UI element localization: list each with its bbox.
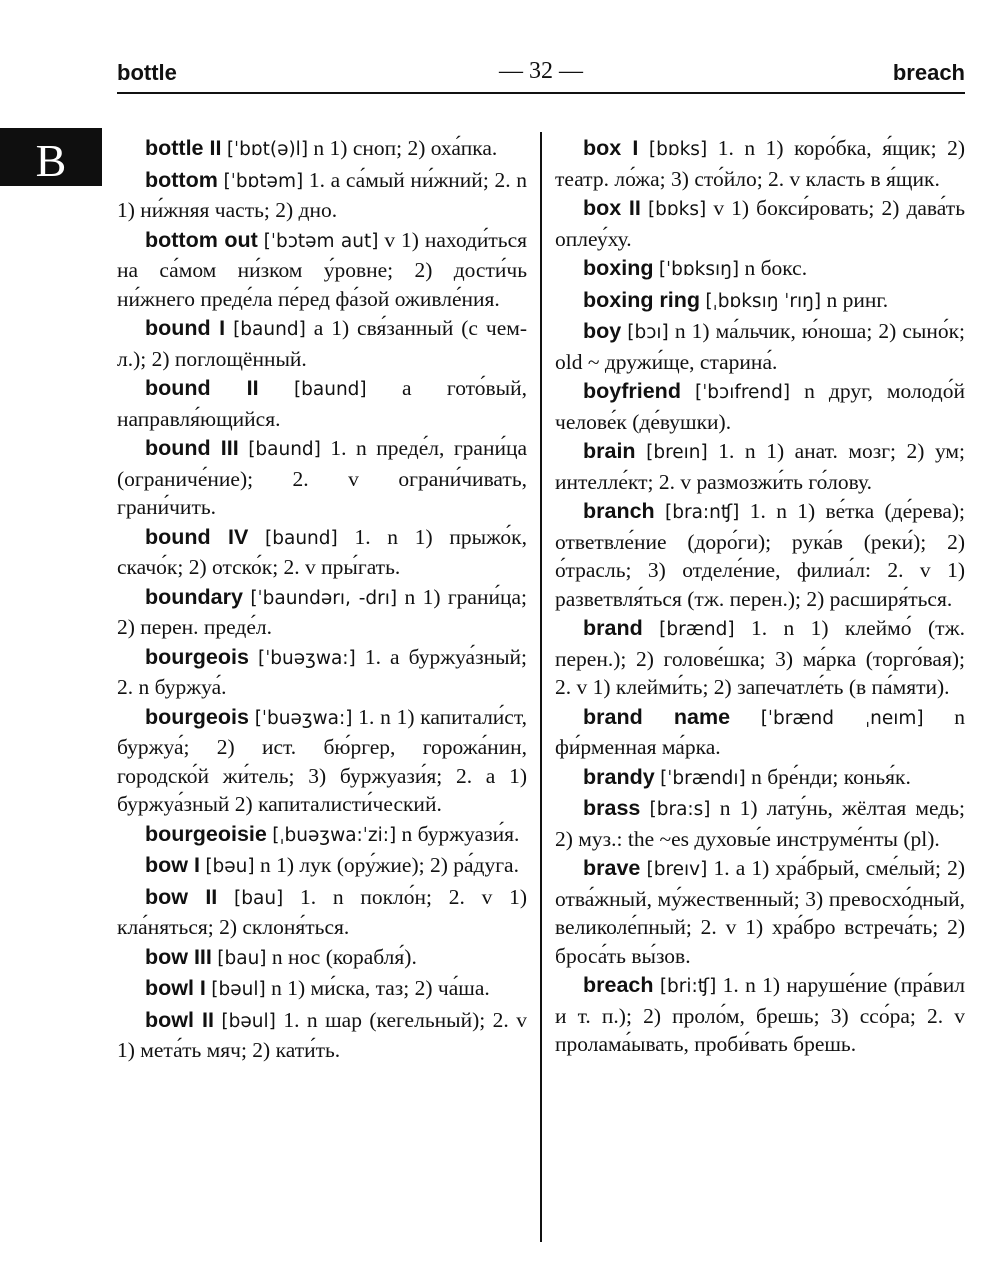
entry-transcription: [bra:s] (649, 799, 711, 820)
entry-headword: bow III (145, 944, 212, 969)
entry-transcription: [bɒks] (648, 139, 708, 160)
entry-transcription: [baund] (293, 379, 367, 400)
dictionary-entry (555, 134, 965, 193)
entry-transcription: [baund] (265, 527, 338, 549)
entry-transcription: [ˈbuəʒwa:] (254, 707, 353, 729)
entry-definition: 1. n 1) прыжо́к, скачо́к; 2) отско́к; 2. v пры́гать. (117, 524, 527, 579)
entry-definition: n ринг. (826, 287, 889, 312)
entry-headword: brain (583, 439, 636, 463)
dictionary-entry (117, 583, 527, 642)
entry-headword: bowl II (145, 1007, 214, 1032)
entry-transcription: [bɔı] (627, 322, 669, 343)
entry-headword: bourgeoisie (145, 821, 267, 846)
entry-transcription: [bəu] (205, 856, 255, 877)
entry-transcription: [ˈbɒt(ə)l] (226, 139, 309, 160)
entry-definition: 1. n 1) клеймо́ (тж. перен.); 2) голове́шка; 3) ма́рка (торго́вая); 2. v 1) клейми́ть; 2) запечатле́ть (в па́мяти). (555, 616, 965, 699)
dictionary-entry (117, 820, 527, 851)
entry-transcription: [breın] (646, 442, 708, 463)
entry-definition: n друг, молодо́й челове́к (де́вушки). (555, 379, 966, 434)
entry-transcription: [ˈbɒksıŋ] (658, 259, 740, 280)
dictionary-entry (555, 194, 965, 253)
dictionary-entry (117, 374, 527, 433)
dictionary-entry (117, 226, 527, 314)
entry-definition: v 1) находи́ться на са́мом ни́зком у́ровне; 2) дости́чь ни́жнего преде́ла пе́ред фа́зой оживле́ния. (117, 227, 528, 311)
entry-headword: brand (583, 616, 643, 640)
entry-transcription: [ˈbɒtəm] (223, 170, 304, 192)
entry-transcription: [ˈbaundərı, -drı] (250, 587, 398, 609)
entry-definition: n 1) лук (ору́жие); 2) ра́дуга. (259, 853, 519, 877)
entry-transcription: [breıv] (646, 859, 708, 880)
column-divider (540, 132, 542, 1242)
entry-transcription: [bau] (217, 947, 267, 969)
entry-definition: 1. n шар (кегельный); 2. v 1) мета́ть мяч; 2) кати́ть. (117, 1007, 527, 1062)
dictionary-entry (555, 763, 965, 794)
entry-definition: 1. a буржуа́зный; 2. n буржуа́. (117, 644, 528, 699)
entry-transcription: [ˌbuəʒwa:ˈzi:] (272, 824, 397, 846)
entry-definition: 1. n 1) капитали́ст, буржуа́; 2) ист. бю́ргер, горожа́нин, городско́й жи́тель; 3) буржуази́я; 2. a 1) буржуа́зный 2) капиталисти́ческий. (117, 704, 528, 816)
dictionary-entry (117, 974, 527, 1005)
entry-headword: box II (583, 196, 641, 220)
entry-definition: n фи́рменная ма́рка. (555, 704, 965, 759)
left-column (117, 134, 527, 1066)
header-rule (117, 92, 965, 94)
entry-definition: a гото́вый, направля́ющийся. (117, 376, 528, 431)
dictionary-entry (117, 523, 527, 582)
entry-definition: 1. n преде́л, грани́ца (ограниче́ние); 2. v ограни́чивать, грани́чить. (117, 436, 528, 519)
entry-headword: bottle II (145, 136, 222, 160)
entry-headword: bound III (145, 436, 239, 460)
entry-definition: n 1) ма́льчик, ю́ноша; 2) сыно́к; old ~ дружи́ще, старина́. (555, 319, 965, 374)
entry-headword: bow II (145, 884, 218, 909)
entry-transcription: [bra:nʧ] (665, 502, 740, 523)
entry-headword: box I (583, 136, 639, 160)
entry-headword: branch (583, 499, 655, 523)
entry-transcription: [ˌbɒksıŋ ˈrıŋ] (705, 290, 822, 312)
entry-definition: 1. n 1) анат. мозг; 2) ум; интелле́кт; 2. v размозжи́ть го́лову. (555, 439, 965, 494)
entry-headword: bourgeois (145, 644, 249, 669)
dictionary-entry (117, 943, 527, 974)
dictionary-entry (117, 643, 527, 702)
letter-tab (0, 128, 102, 186)
header-left-headword: bottle (117, 60, 177, 85)
entry-transcription: [bɒks] (647, 199, 707, 220)
entry-transcription: [bəul] (221, 1010, 276, 1032)
dictionary-entry (117, 434, 527, 522)
dictionary-entry (555, 254, 965, 285)
entry-transcription: [baund] (248, 439, 321, 460)
entry-headword: breach (583, 973, 654, 997)
entry-headword: boxing ring (583, 287, 701, 312)
dictionary-entry (555, 703, 965, 762)
entry-transcription: [bau] (234, 887, 284, 909)
entry-definition: 1. n 1) наруше́ние (пра́вил и т. п.); 2) проло́м, брешь; 3) ссо́ра; 2. v пролама́ывать, проби́вать брешь. (555, 973, 965, 1056)
entry-definition: 1. a 1) хра́брый, сме́лый; 2) отва́жный, му́жественный; 3) превосхо́дный, великоле́пный; 2. v 1) хра́бро встреча́ть; 2) броса́ть вы́зов. (555, 856, 965, 968)
dictionary-entry (555, 971, 965, 1059)
dictionary-entry (117, 851, 527, 882)
entry-headword: bottom (145, 167, 218, 192)
entry-definition: n 1) лату́нь, жёлтая медь; 2) муз.: the ~es духовы́е инструме́нты (pl). (555, 796, 966, 851)
letter-tab-label: B (35, 135, 67, 186)
entry-headword: brave (583, 856, 641, 880)
entry-transcription: [bəul] (211, 979, 266, 1000)
entry-transcription: [bri:ʧ] (659, 976, 717, 997)
entry-headword: brandy (583, 764, 655, 789)
page-number: — 32 — (499, 58, 583, 84)
dictionary-entry (117, 703, 527, 819)
header-right-headword: breach (892, 60, 965, 85)
dictionary-entry (555, 317, 965, 376)
entry-definition: 1. n 1) коро́бка, я́щик; 2) театр. ло́жа; 3) сто́йло; 2. v класть в я́щик. (555, 136, 966, 191)
entry-transcription: [brænd] (659, 619, 735, 640)
entry-headword: brass (583, 796, 641, 820)
entry-headword: bound II (145, 376, 259, 400)
entry-headword: bound IV (145, 524, 249, 549)
entry-definition: n 1) грани́ца; 2) перен. преде́л. (117, 584, 528, 639)
dictionary-entry (117, 314, 527, 373)
entry-transcription: [ˈbuəʒwa:] (257, 647, 356, 669)
dictionary-entry (117, 166, 527, 225)
dictionary-entry (555, 497, 965, 613)
entry-transcription: [baund] (233, 319, 306, 340)
entry-transcription: [ˈbɔtəm aut] (263, 230, 379, 252)
entry-headword: bourgeois (145, 704, 249, 729)
entry-headword: bottom out (145, 227, 258, 252)
entry-definition: n 1) ми́ска, таз; 2) ча́ша. (271, 976, 490, 1000)
entry-definition: 1. n покло́н; 2. v 1) кла́няться; 2) склоня́ться. (117, 884, 527, 939)
dictionary-entry (555, 286, 965, 317)
dictionary-entry (555, 377, 965, 436)
entry-transcription: [ˈbrænd ˌneım] (760, 707, 924, 729)
page-header (117, 58, 965, 92)
entry-definition: v 1) бокси́ровать; 2) дава́ть оплеу́ху. (555, 196, 965, 251)
entry-definition: 1. a са́мый ни́жний; 2. n 1) ни́жняя часть; 2) дно. (117, 167, 528, 222)
right-column (555, 134, 965, 1060)
entry-headword: boxing (583, 256, 654, 280)
dictionary-entry (117, 134, 527, 165)
entry-headword: boyfriend (583, 379, 681, 403)
entry-headword: bowl I (145, 976, 206, 1000)
entry-headword: bound I (145, 316, 226, 340)
dictionary-entry (117, 1006, 527, 1065)
entry-transcription: [ˈbrændı] (660, 767, 746, 789)
dictionary-entry (117, 883, 527, 942)
entry-definition: a 1) свя́занный (с чем-л.); 2) поглощённый. (117, 316, 527, 371)
entry-definition: n 1) сноп; 2) оха́пка. (313, 136, 498, 160)
entry-definition: 1. n 1) ве́тка (де́рева); ответвле́ние (доро́ги); рука́в (реки́); 2) о́трасль; 3) отделе́ние, филиа́л: 2. v 1) разветвля́ться (тж. перен.); 2) расширя́ться. (555, 499, 966, 611)
entry-definition: n бре́нди; конья́к. (751, 764, 911, 789)
entry-headword: boundary (145, 584, 243, 609)
entry-definition: n бокс. (744, 256, 808, 280)
dictionary-entry (555, 854, 965, 970)
entry-definition: n нос (корабля́). (271, 944, 417, 969)
entry-definition: n буржуази́я. (401, 821, 520, 846)
dictionary-entry (555, 614, 965, 702)
dictionary-entry (555, 794, 965, 853)
entry-headword: brand name (583, 704, 731, 729)
entry-transcription: [ˈbɔıfrend] (694, 382, 791, 403)
dictionary-entry (555, 437, 965, 496)
entry-headword: boy (583, 319, 622, 343)
entry-headword: bow I (145, 853, 200, 877)
